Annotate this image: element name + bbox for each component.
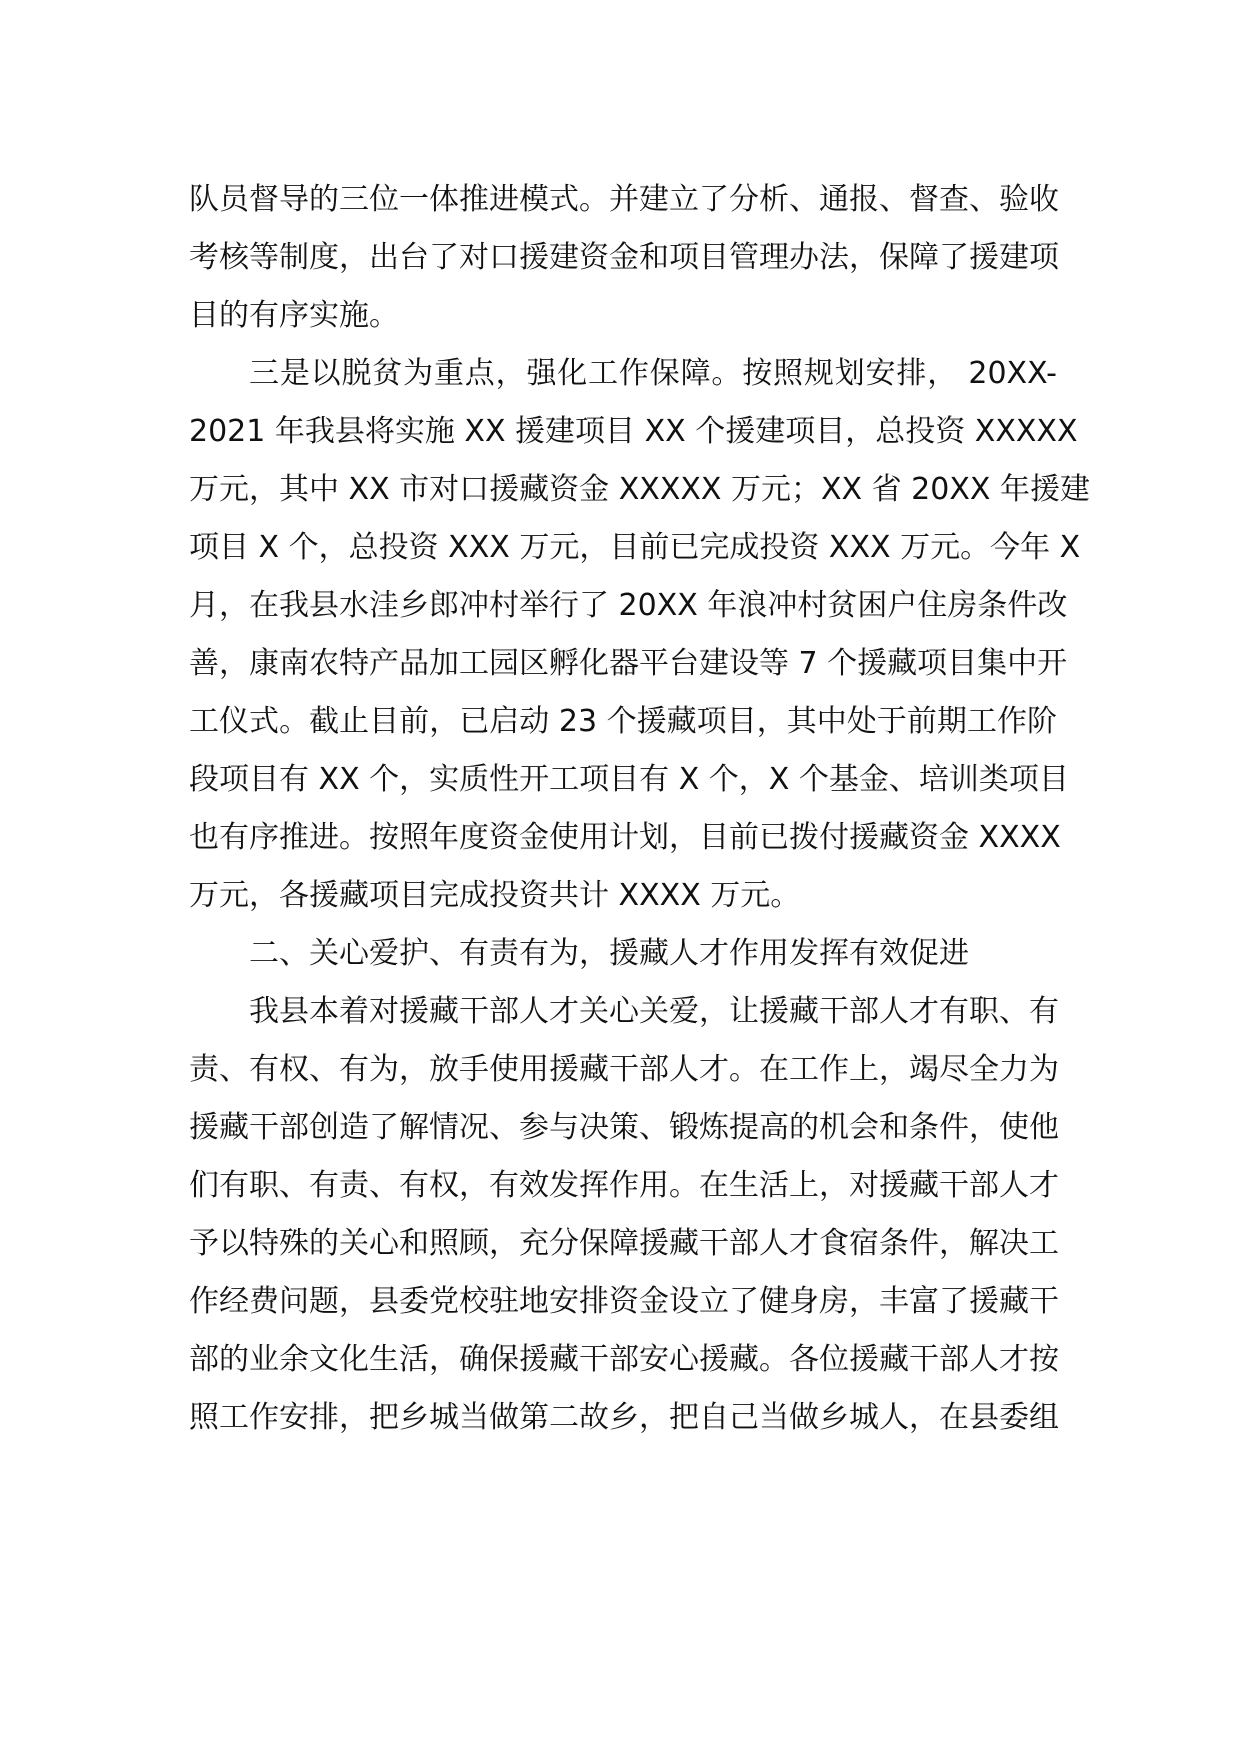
text-line: 项目 X 个，总投资 XXX 万元，目前已完成投资 XXX 万元。今年 X <box>189 530 1081 565</box>
text-line: 万元，各援藏项目完成投资共计 XXXX 万元。 <box>189 878 801 913</box>
text-line: 队员督导的三位一体推进模式。并建立了分析、通报、督查、验收 <box>189 182 1059 217</box>
text-line: 段项目有 XX 个，实质性开工项目有 X 个，X 个基金、培训类项目 <box>189 762 1069 797</box>
text-line: 考核等制度，出台了对口援建资金和项目管理办法，保障了援建项 <box>189 240 1059 275</box>
text-line: 们有职、有责、有权，有效发挥作用。在生活上，对援藏干部人才 <box>189 1168 1059 1203</box>
text-line: 也有序推进。按照年度资金使用计划，目前已拨付援藏资金 XXXX <box>189 820 1061 855</box>
paragraph-first-line: 我县本着对援藏干部人才关心关爱，让援藏干部人才有职、有 <box>249 994 1059 1029</box>
text-line: 2021 年我县将实施 XX 援建项目 XX 个援建项目，总投资 XXXXX <box>189 414 1078 449</box>
text-line: 工仪式。截止目前，已启动 23 个援藏项目，其中处于前期工作阶 <box>189 704 1057 739</box>
paragraph-first-line: 三是以脱贫为重点，强化工作保障。按照规划安排， 20XX- <box>249 356 1057 391</box>
text-line: 责、有权、有为，放手使用援藏干部人才。在工作上，竭尽全力为 <box>189 1052 1059 1087</box>
text-line: 援藏干部创造了解情况、参与决策、锻炼提高的机会和条件，使他 <box>189 1110 1059 1145</box>
text-line: 善，康南农特产品加工园区孵化器平台建设等 7 个援藏项目集中开 <box>189 646 1068 681</box>
section-heading: 二、关心爱护、有责有为，援藏人才作用发挥有效促进 <box>249 936 969 971</box>
text-line: 予以特殊的关心和照顾，充分保障援藏干部人才食宿条件，解决工 <box>189 1226 1059 1261</box>
text-line: 万元，其中 XX 市对口援藏资金 XXXXX 万元；XX 省 20XX 年援建 <box>189 472 1090 507</box>
text-line: 月，在我县水洼乡郎冲村举行了 20XX 年浪冲村贫困户住房条件改 <box>189 588 1068 623</box>
text-line: 作经费问题，县委党校驻地安排资金设立了健身房，丰富了援藏干 <box>189 1284 1059 1319</box>
text-line: 目的有序实施。 <box>189 298 399 333</box>
text-line: 照工作安排，把乡城当做第二故乡，把自己当做乡城人，在县委组 <box>189 1400 1059 1435</box>
text-line: 部的业余文化生活，确保援藏干部安心援藏。各位援藏干部人才按 <box>189 1342 1059 1377</box>
